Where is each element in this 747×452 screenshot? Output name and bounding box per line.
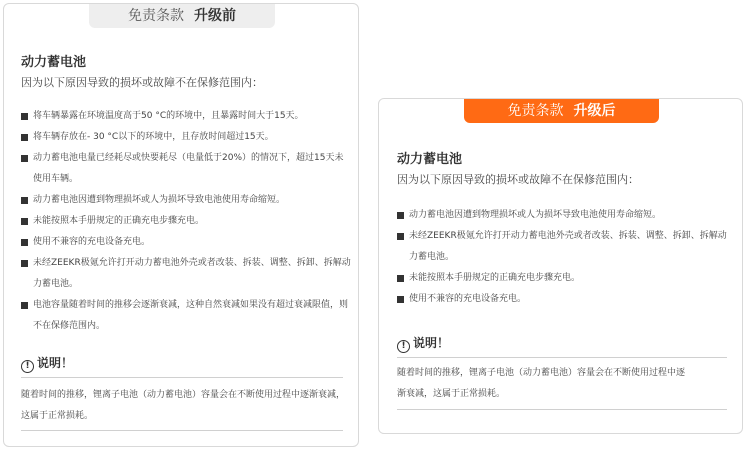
before-item: 将车辆存放在- 30 °C以下的环境中，且存放时间超过15天。 bbox=[21, 127, 351, 148]
before-item: 使用不兼容的充电设备充电。 bbox=[21, 232, 351, 253]
after-section-title: 动力蓄电池 bbox=[397, 152, 463, 167]
after-note-divider-bottom bbox=[397, 409, 727, 410]
info-circle-icon: ! bbox=[21, 360, 34, 373]
after-note-heading: ! 说明！ bbox=[397, 334, 449, 353]
before-item: 动力蓄电池电量已经耗尽或快要耗尽（电量低于20%）的情况下，超过15天未使用车辆。 bbox=[21, 148, 351, 190]
after-tab bbox=[464, 99, 659, 123]
square-bullet-icon bbox=[397, 212, 404, 219]
square-bullet-icon bbox=[21, 197, 28, 204]
square-bullet-icon bbox=[397, 296, 404, 303]
before-item: 将车辆暴露在环境温度高于50 °C的环境中，且暴露时间大于15天。 bbox=[21, 106, 351, 127]
square-bullet-icon bbox=[21, 302, 28, 309]
square-bullet-icon bbox=[21, 113, 28, 120]
after-note-text: 随着时间的推移，锂离子电池（动力蓄电池）容量会在不断使用过程中逐渐衰减，这属于正常损耗。 bbox=[397, 368, 686, 399]
before-tab bbox=[89, 4, 275, 28]
before-note-divider-top bbox=[21, 377, 343, 378]
square-bullet-icon bbox=[21, 260, 28, 267]
square-bullet-icon bbox=[397, 233, 404, 240]
before-note-divider-bottom bbox=[21, 430, 343, 431]
before-tab-label: 免责条款 bbox=[128, 8, 184, 24]
before-note-heading: ! 说明！ bbox=[21, 354, 73, 373]
after-item: 使用不兼容的充电设备充电。 bbox=[397, 289, 732, 310]
before-item: 未能按照本手册规定的正确充电步骤充电。 bbox=[21, 211, 351, 232]
before-note-text: 随着时间的推移，锂离子电池（动力蓄电池）容量会在不断使用过程中逐渐衰减，这属于正常损耗。 bbox=[21, 390, 346, 421]
after-item: 动力蓄电池因遭到物理损坏或人为损坏导致电池使用寿命缩短。 bbox=[397, 205, 732, 226]
square-bullet-icon bbox=[21, 155, 28, 162]
square-bullet-icon bbox=[21, 239, 28, 246]
before-section-subtitle: 因为以下原因导致的损坏或故障不在保修范围内： bbox=[21, 76, 263, 89]
after-note-divider-top bbox=[397, 357, 727, 358]
before-item: 电池容量随着时间的推移会逐渐衰减，这种自然衰减如果没有超过衰减限值，则不在保修范围内。 bbox=[21, 295, 351, 337]
after-section-subtitle: 因为以下原因导致的损坏或故障不在保修范围内： bbox=[397, 173, 639, 186]
after-card bbox=[378, 98, 743, 434]
before-item: 未经ZEEKR极氪允许打开动力蓄电池外壳或者改装、拆装、调整、拆卸、拆解动力蓄电池。 bbox=[21, 253, 351, 295]
after-tab-strong: 升级后 bbox=[573, 103, 616, 119]
after-tab-label: 免责条款 bbox=[507, 103, 564, 119]
info-circle-icon: ! bbox=[397, 340, 410, 353]
before-section-title: 动力蓄电池 bbox=[21, 55, 87, 70]
before-item: 动力蓄电池因遭到物理损坏或人为损坏导致电池使用寿命缩短。 bbox=[21, 190, 351, 211]
square-bullet-icon bbox=[21, 218, 28, 225]
after-item: 未能按照本手册规定的正确充电步骤充电。 bbox=[397, 268, 732, 289]
before-tab-strong: 升级前 bbox=[194, 8, 236, 24]
square-bullet-icon bbox=[21, 134, 28, 141]
square-bullet-icon bbox=[397, 275, 404, 282]
after-item: 未经ZEEKR极氪允许打开动力蓄电池外壳或者改装、拆装、调整、拆卸、拆解动力蓄电池。 bbox=[397, 226, 732, 268]
before-card bbox=[3, 3, 359, 447]
